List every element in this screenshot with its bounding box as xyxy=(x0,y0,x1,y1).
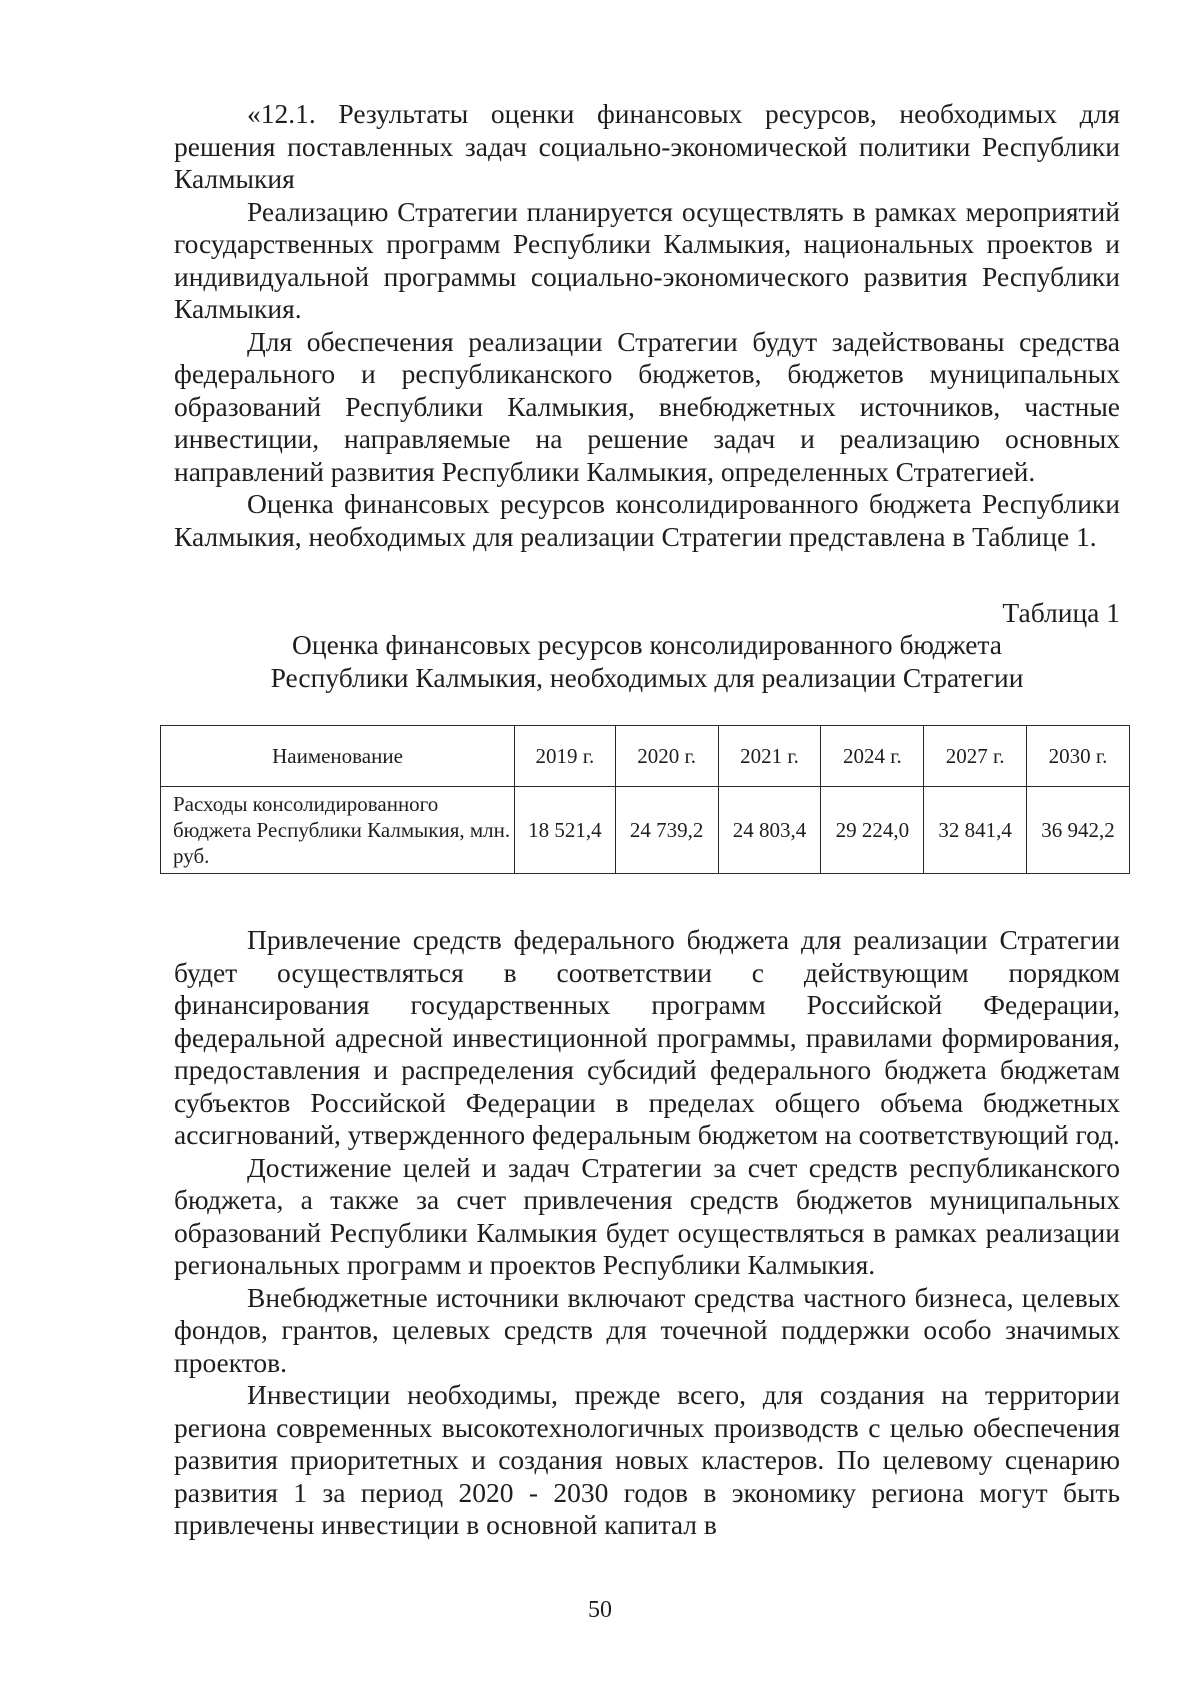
page-number: 50 xyxy=(588,1597,612,1623)
value-cell: 36 942,2 xyxy=(1027,787,1130,874)
paragraph-implementation: Реализацию Стратегии планируется осуществлять в рамках мероприятий государственных программ Республики Калмыкия, национальных проектов и индивидуальной программы социально-экономического развития Республики Калмыкия. xyxy=(174,195,1120,324)
table-caption-line1: Оценка финансовых ресурсов консолидированного бюджета xyxy=(292,629,1002,660)
value-cell: 18 521,4 xyxy=(515,787,616,874)
header-year: 2030 г. xyxy=(1027,726,1130,787)
row-name-cell: Расходы консолидированного бюджета Республики Калмыкия, млн. руб. xyxy=(161,787,515,874)
table-row xyxy=(161,787,1130,874)
paragraph-funding-sources: Для обеспечения реализации Стратегии будут задействованы средства федерального и республиканского бюджетов, бюджетов муниципальных образований Республики Калмыкия, внебюджетных источников, частные инвестиции, направляемые на решение задач и реализацию основных направлений развития Республики Калмыкия, определенных Стратегией. xyxy=(174,325,1120,487)
header-year: 2021 г. xyxy=(718,726,821,787)
table-number-label: Таблица 1 xyxy=(1002,597,1120,628)
value-cell: 29 224,0 xyxy=(821,787,924,874)
table-wrapper xyxy=(174,725,1120,874)
value-cell: 32 841,4 xyxy=(924,787,1027,874)
value-cell: 24 803,4 xyxy=(718,787,821,874)
paragraph-extrabudgetary: Внебюджетные источники включают средства частного бизнеса, целевых фондов, грантов, целевых средств для точечной поддержки особо значимых проектов. xyxy=(174,1281,1120,1378)
header-year: 2024 г. xyxy=(821,726,924,787)
document-page xyxy=(174,98,1120,1542)
paragraph-table-reference: Оценка финансовых ресурсов консолидированного бюджета Республики Калмыкия, необходимых для реализации Стратегии представлена в Таблице 1. xyxy=(174,488,1120,552)
paragraph-republican-funds: Достижение целей и задач Стратегии за счет средств республиканского бюджета, а также за счет привлечения средств бюджетов муниципальных образований Республики Калмыкия будет осуществляться в рамках реализации региональных программ и проектов Республики Калмыкия. xyxy=(174,1151,1120,1280)
text-after-table xyxy=(174,924,1120,1542)
financial-resources-table xyxy=(160,725,1130,874)
section-heading: «12.1. Результаты оценки финансовых ресурсов, необходимых для решения поставленных задач социально-экономической политики Республики Калмыкия xyxy=(174,98,1120,194)
header-name: Наименование xyxy=(161,726,515,787)
table-header-row xyxy=(161,726,1130,787)
paragraph-investments: Инвестиции необходимы, прежде всего, для создания на территории региона современных высокотехнологичных производств с целью обеспечения развития приоритетных и создания новых кластеров. По целевому сценарию развития 1 за период 2020 - 2030 годов в экономику региона могут быть привлечены инвестиции в основной капитал в xyxy=(174,1379,1120,1540)
header-year: 2019 г. xyxy=(515,726,616,787)
header-year: 2020 г. xyxy=(615,726,718,787)
paragraph-federal-funds: Привлечение средств федерального бюджета для реализации Стратегии будет осуществляться в соответствии с действующим порядком финансирования государственных программ Российской Федерации, федеральной адресной инвестиционной программы, правилами формирования, предоставления и распределения субсидий федерального бюджета бюджетам субъектов Российской Федерации в пределах общего объема бюджетных ассигнований, утвержденного федеральным бюджетом на соответствующий год. xyxy=(174,924,1120,1150)
value-cell: 24 739,2 xyxy=(615,787,718,874)
header-year: 2027 г. xyxy=(924,726,1027,787)
table-caption-line2: Республики Калмыкия, необходимых для реализации Стратегии xyxy=(270,661,1024,693)
